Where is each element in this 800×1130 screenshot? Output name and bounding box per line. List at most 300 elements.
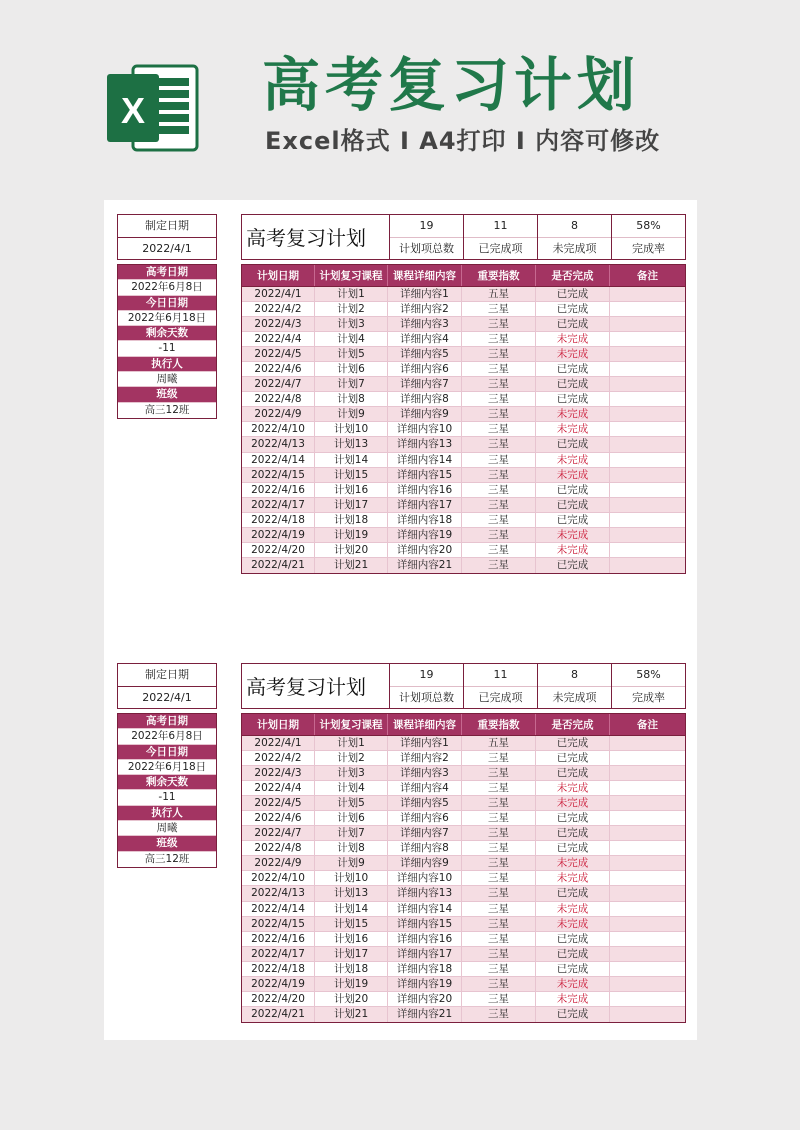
table-cell[interactable]: 已完成 — [536, 1007, 610, 1022]
table-cell[interactable]: 2022/4/5 — [242, 796, 315, 810]
table-cell[interactable]: 三星 — [462, 453, 536, 467]
table-cell[interactable]: 未完成 — [536, 977, 610, 991]
table-cell[interactable]: 详细内容15 — [388, 468, 462, 482]
table-cell[interactable] — [610, 513, 685, 527]
table-cell[interactable]: 未完成 — [536, 917, 610, 931]
table-cell[interactable]: 三星 — [462, 377, 536, 391]
table-cell[interactable]: 三星 — [462, 796, 536, 810]
table-cell[interactable]: 计划6 — [315, 811, 388, 825]
table-cell[interactable]: 2022/4/16 — [242, 483, 315, 497]
table-row — [242, 751, 685, 766]
table-cell[interactable]: 详细内容6 — [388, 811, 462, 825]
table-cell[interactable]: 2022/4/9 — [242, 407, 315, 421]
table-cell[interactable]: 详细内容19 — [388, 977, 462, 991]
table-cell[interactable]: 详细内容9 — [388, 856, 462, 870]
table-cell[interactable] — [610, 962, 685, 976]
table-cell[interactable]: 2022/4/17 — [242, 947, 315, 961]
table-cell[interactable]: 2022/4/10 — [242, 871, 315, 885]
table-cell[interactable] — [610, 422, 685, 436]
table-cell[interactable]: 2022/4/4 — [242, 332, 315, 346]
table-cell[interactable]: 计划5 — [315, 347, 388, 361]
table-cell[interactable]: 计划3 — [315, 317, 388, 331]
table-cell[interactable]: 计划1 — [315, 287, 388, 301]
table-cell[interactable]: 三星 — [462, 407, 536, 421]
table-cell[interactable]: 详细内容20 — [388, 992, 462, 1006]
table-cell[interactable]: 详细内容19 — [388, 528, 462, 542]
table-cell[interactable]: 2022/4/8 — [242, 841, 315, 855]
table-row — [242, 377, 685, 392]
table-cell[interactable]: 详细内容8 — [388, 392, 462, 406]
table-cell[interactable]: 已完成 — [536, 498, 610, 512]
table-cell[interactable]: 2022/4/20 — [242, 543, 315, 557]
table-cell[interactable]: 未完成 — [536, 453, 610, 467]
table-cell[interactable]: 三星 — [462, 483, 536, 497]
column-header[interactable]: 备注 — [637, 270, 658, 282]
table-cell[interactable] — [610, 347, 685, 361]
info-panel — [117, 264, 217, 419]
table-cell[interactable]: 三星 — [462, 856, 536, 870]
table-cell[interactable] — [610, 736, 685, 750]
table-cell[interactable]: 详细内容18 — [388, 513, 462, 527]
table-cell[interactable]: 2022/4/3 — [242, 766, 315, 780]
table-cell[interactable]: 计划2 — [315, 751, 388, 765]
table-cell[interactable]: 计划18 — [315, 962, 388, 976]
table-cell[interactable]: 计划6 — [315, 362, 388, 376]
table-cell[interactable]: 五星 — [462, 287, 536, 301]
table-row — [242, 766, 685, 781]
column-header[interactable]: 计划日期 — [242, 714, 315, 735]
table-cell[interactable]: 详细内容10 — [388, 422, 462, 436]
made-date-box — [117, 214, 217, 260]
table-cell[interactable]: 三星 — [462, 871, 536, 885]
info-value[interactable]: 2022年6月8日 — [118, 729, 216, 744]
column-header[interactable]: 备注 — [637, 719, 658, 731]
table-row — [242, 543, 685, 558]
column-header[interactable]: 课程详细内容 — [388, 714, 462, 735]
table-cell[interactable]: 计划4 — [315, 332, 388, 346]
table-cell[interactable] — [610, 856, 685, 870]
table-cell[interactable] — [610, 751, 685, 765]
table-cell[interactable]: 详细内容20 — [388, 543, 462, 557]
table-cell[interactable]: 已完成 — [536, 766, 610, 780]
table-row — [242, 1007, 685, 1022]
table-cell[interactable]: 未完成 — [536, 992, 610, 1006]
table-cell[interactable] — [610, 362, 685, 376]
table-cell[interactable]: 计划20 — [315, 543, 388, 557]
table-cell[interactable] — [610, 1007, 685, 1022]
table-cell[interactable]: 详细内容9 — [388, 407, 462, 421]
table-cell[interactable]: 已完成 — [536, 886, 610, 900]
column-header[interactable]: 计划复习课程 — [315, 714, 388, 735]
table-cell[interactable]: 三星 — [462, 811, 536, 825]
info-value[interactable]: 2022年6月8日 — [118, 280, 216, 295]
column-header[interactable]: 课程详细内容 — [388, 265, 462, 286]
table-cell[interactable]: 三星 — [462, 437, 536, 451]
table-cell[interactable]: 2022/4/18 — [242, 962, 315, 976]
table-cell[interactable]: 三星 — [462, 826, 536, 840]
table-cell[interactable]: 三星 — [462, 543, 536, 557]
table-cell[interactable]: 三星 — [462, 302, 536, 316]
info-label: 今日日期 — [118, 296, 216, 311]
table-cell[interactable] — [610, 992, 685, 1006]
table-cell[interactable]: 三星 — [462, 392, 536, 406]
table-cell[interactable]: 计划1 — [315, 736, 388, 750]
table-cell[interactable]: 详细内容3 — [388, 766, 462, 780]
table-cell[interactable]: 计划7 — [315, 826, 388, 840]
table-row — [242, 962, 685, 977]
table-cell[interactable] — [610, 543, 685, 557]
table-cell[interactable]: 五星 — [462, 736, 536, 750]
table-cell[interactable] — [610, 468, 685, 482]
table-cell[interactable]: 已完成 — [536, 513, 610, 527]
table-row — [242, 422, 685, 437]
table-cell[interactable]: 三星 — [462, 347, 536, 361]
summary-stat — [612, 215, 685, 259]
table-cell[interactable]: 计划17 — [315, 498, 388, 512]
table-cell[interactable]: 详细内容10 — [388, 871, 462, 885]
table-row — [242, 917, 685, 932]
table-cell[interactable]: 详细内容21 — [388, 558, 462, 573]
stat-value: 19 — [390, 215, 463, 238]
table-cell[interactable]: 三星 — [462, 528, 536, 542]
table-cell[interactable]: 三星 — [462, 751, 536, 765]
stat-label: 已完成项 — [478, 242, 523, 255]
column-header[interactable]: 计划日期 — [242, 265, 315, 286]
summary-title: 高考复习计划 — [242, 215, 390, 259]
table-cell[interactable] — [610, 886, 685, 900]
table-cell[interactable]: 2022/4/2 — [242, 751, 315, 765]
table-cell[interactable]: 2022/4/21 — [242, 1007, 315, 1022]
column-header[interactable]: 是否完成 — [536, 265, 610, 286]
table-cell[interactable] — [610, 977, 685, 991]
table-cell[interactable]: 已完成 — [536, 437, 610, 451]
table-cell[interactable]: 未完成 — [536, 856, 610, 870]
table-cell[interactable] — [610, 392, 685, 406]
table-cell[interactable]: 2022/4/7 — [242, 377, 315, 391]
table-cell[interactable]: 2022/4/17 — [242, 498, 315, 512]
info-value[interactable]: -11 — [118, 341, 216, 356]
table-row — [242, 392, 685, 407]
table-cell[interactable]: 计划13 — [315, 886, 388, 900]
table-cell[interactable]: 2022/4/4 — [242, 781, 315, 795]
table-cell[interactable]: 详细内容6 — [388, 362, 462, 376]
table-cell[interactable]: 未完成 — [536, 407, 610, 421]
table-cell[interactable]: 计划14 — [315, 902, 388, 916]
table-cell[interactable] — [610, 841, 685, 855]
table-row — [242, 362, 685, 377]
table-cell[interactable]: 2022/4/10 — [242, 422, 315, 436]
table-cell[interactable]: 详细内容14 — [388, 902, 462, 916]
table-cell[interactable]: 2022/4/6 — [242, 362, 315, 376]
info-value[interactable]: 2022年6月18日 — [118, 760, 216, 775]
table-cell[interactable]: 详细内容18 — [388, 962, 462, 976]
table-cell[interactable]: 已完成 — [536, 362, 610, 376]
column-header[interactable]: 重要指数 — [462, 265, 536, 286]
table-cell[interactable]: 计划18 — [315, 513, 388, 527]
table-cell[interactable]: 三星 — [462, 317, 536, 331]
table-cell[interactable]: 详细内容17 — [388, 498, 462, 512]
table-cell[interactable] — [610, 902, 685, 916]
table-cell[interactable]: 三星 — [462, 498, 536, 512]
table-cell[interactable]: 详细内容16 — [388, 483, 462, 497]
table-cell[interactable] — [610, 811, 685, 825]
table-cell[interactable]: 计划21 — [315, 1007, 388, 1022]
table-cell[interactable]: 三星 — [462, 962, 536, 976]
table-row — [242, 781, 685, 796]
table-cell[interactable]: 计划19 — [315, 528, 388, 542]
table-cell[interactable] — [610, 317, 685, 331]
table-row — [242, 498, 685, 513]
table-cell[interactable]: 计划13 — [315, 437, 388, 451]
table-cell[interactable] — [610, 796, 685, 810]
table-cell[interactable] — [610, 377, 685, 391]
table-cell[interactable]: 计划4 — [315, 781, 388, 795]
table-cell[interactable]: 三星 — [462, 917, 536, 931]
table-cell[interactable]: 三星 — [462, 1007, 536, 1022]
plan-block — [104, 649, 697, 1029]
table-cell[interactable]: 2022/4/2 — [242, 302, 315, 316]
table-cell[interactable]: 三星 — [462, 841, 536, 855]
table-cell[interactable] — [610, 917, 685, 931]
table-row — [242, 992, 685, 1007]
table-cell[interactable]: 详细内容5 — [388, 796, 462, 810]
table-cell[interactable]: 已完成 — [536, 483, 610, 497]
table-row — [242, 871, 685, 886]
table-cell[interactable]: 三星 — [462, 992, 536, 1006]
stat-value: 11 — [464, 664, 537, 687]
table-cell[interactable]: 已完成 — [536, 736, 610, 750]
table-cell[interactable]: 2022/4/15 — [242, 917, 315, 931]
table-cell[interactable]: 已完成 — [536, 287, 610, 301]
table-cell[interactable]: 2022/4/16 — [242, 932, 315, 946]
table-cell[interactable]: 已完成 — [536, 317, 610, 331]
table-cell[interactable]: 详细内容5 — [388, 347, 462, 361]
table-row — [242, 558, 685, 573]
table-cell[interactable]: 三星 — [462, 362, 536, 376]
table-cell[interactable]: 计划9 — [315, 407, 388, 421]
info-value[interactable]: 周曦 — [118, 372, 216, 387]
table-cell[interactable]: 2022/4/9 — [242, 856, 315, 870]
table-cell[interactable]: 计划3 — [315, 766, 388, 780]
table-cell[interactable]: 未完成 — [536, 796, 610, 810]
table-row — [242, 932, 685, 947]
table-cell[interactable]: 已完成 — [536, 947, 610, 961]
plan-table — [241, 264, 686, 574]
table-cell[interactable]: 详细内容2 — [388, 302, 462, 316]
table-cell[interactable]: 三星 — [462, 781, 536, 795]
column-header[interactable]: 是否完成 — [536, 714, 610, 735]
info-value[interactable]: -11 — [118, 790, 216, 805]
summary-stat — [390, 215, 464, 259]
stat-value: 11 — [464, 215, 537, 238]
table-cell[interactable]: 三星 — [462, 468, 536, 482]
table-cell[interactable]: 未完成 — [536, 468, 610, 482]
table-row — [242, 841, 685, 856]
info-value[interactable]: 2022年6月18日 — [118, 311, 216, 326]
table-cell[interactable]: 详细内容1 — [388, 736, 462, 750]
summary-title: 高考复习计划 — [242, 664, 390, 708]
table-row — [242, 302, 685, 317]
column-header[interactable]: 计划复习课程 — [315, 265, 388, 286]
table-cell[interactable]: 已完成 — [536, 962, 610, 976]
table-cell[interactable] — [610, 528, 685, 542]
table-cell[interactable]: 计划15 — [315, 917, 388, 931]
table-cell[interactable] — [610, 483, 685, 497]
table-cell[interactable]: 2022/4/13 — [242, 886, 315, 900]
info-value[interactable]: 高三12班 — [118, 403, 216, 418]
table-cell[interactable]: 计划16 — [315, 932, 388, 946]
table-cell[interactable]: 计划5 — [315, 796, 388, 810]
table-cell[interactable]: 2022/4/6 — [242, 811, 315, 825]
table-cell[interactable] — [610, 287, 685, 301]
table-cell[interactable] — [610, 407, 685, 421]
table-cell[interactable]: 已完成 — [536, 811, 610, 825]
table-cell[interactable]: 详细内容21 — [388, 1007, 462, 1022]
table-cell[interactable] — [610, 302, 685, 316]
table-cell[interactable] — [610, 947, 685, 961]
table-cell[interactable] — [610, 498, 685, 512]
table-cell[interactable] — [610, 826, 685, 840]
table-cell[interactable]: 计划17 — [315, 947, 388, 961]
stat-label: 计划项总数 — [399, 691, 454, 704]
table-cell[interactable]: 已完成 — [536, 302, 610, 316]
table-cell[interactable]: 2022/4/21 — [242, 558, 315, 573]
excel-logo-icon — [103, 62, 201, 154]
table-cell[interactable] — [610, 453, 685, 467]
table-cell[interactable]: 详细内容15 — [388, 917, 462, 931]
table-cell[interactable]: 2022/4/15 — [242, 468, 315, 482]
table-cell[interactable]: 未完成 — [536, 332, 610, 346]
table-cell[interactable]: 2022/4/13 — [242, 437, 315, 451]
table-cell[interactable] — [610, 558, 685, 573]
table-cell[interactable] — [610, 332, 685, 346]
logo-letter: X — [120, 90, 146, 131]
table-cell[interactable]: 计划16 — [315, 483, 388, 497]
table-cell[interactable]: 三星 — [462, 947, 536, 961]
table-cell[interactable]: 未完成 — [536, 347, 610, 361]
table-cell[interactable]: 详细内容13 — [388, 437, 462, 451]
table-cell[interactable]: 三星 — [462, 558, 536, 573]
table-cell[interactable]: 2022/4/20 — [242, 992, 315, 1006]
table-cell[interactable]: 计划10 — [315, 422, 388, 436]
table-row — [242, 826, 685, 841]
table-cell[interactable]: 未完成 — [536, 781, 610, 795]
page-title: 高考复习计划 — [262, 51, 641, 119]
info-value[interactable]: 周曦 — [118, 821, 216, 836]
table-cell[interactable]: 详细内容17 — [388, 947, 462, 961]
table-cell[interactable]: 未完成 — [536, 902, 610, 916]
plan-table — [241, 713, 686, 1023]
table-cell[interactable]: 计划7 — [315, 377, 388, 391]
table-cell[interactable]: 三星 — [462, 932, 536, 946]
table-cell[interactable]: 已完成 — [536, 841, 610, 855]
table-cell[interactable] — [610, 437, 685, 451]
table-row — [242, 483, 685, 498]
table-cell[interactable]: 三星 — [462, 902, 536, 916]
table-cell[interactable]: 计划21 — [315, 558, 388, 573]
stat-value: 8 — [538, 664, 611, 687]
table-cell[interactable] — [610, 932, 685, 946]
table-cell[interactable]: 未完成 — [536, 422, 610, 436]
table-cell[interactable]: 已完成 — [536, 826, 610, 840]
table-cell[interactable]: 三星 — [462, 332, 536, 346]
table-cell[interactable]: 已完成 — [536, 558, 610, 573]
info-label: 高考日期 — [118, 265, 216, 280]
table-cell[interactable]: 三星 — [462, 977, 536, 991]
table-row — [242, 736, 685, 751]
table-cell[interactable]: 详细内容7 — [388, 826, 462, 840]
table-cell[interactable]: 详细内容1 — [388, 287, 462, 301]
table-row — [242, 453, 685, 468]
info-value[interactable]: 高三12班 — [118, 852, 216, 867]
table-cell[interactable]: 计划19 — [315, 977, 388, 991]
table-cell[interactable]: 详细内容4 — [388, 332, 462, 346]
table-cell[interactable]: 已完成 — [536, 751, 610, 765]
table-cell[interactable]: 详细内容3 — [388, 317, 462, 331]
table-cell[interactable]: 计划2 — [315, 302, 388, 316]
table-cell[interactable]: 三星 — [462, 766, 536, 780]
page-subtitle: Excel格式 I A4打印 I 内容可修改 — [265, 127, 661, 155]
table-cell[interactable] — [610, 781, 685, 795]
table-cell[interactable]: 2022/4/19 — [242, 528, 315, 542]
table-cell[interactable] — [610, 766, 685, 780]
table-cell[interactable]: 2022/4/7 — [242, 826, 315, 840]
table-cell[interactable]: 三星 — [462, 422, 536, 436]
table-cell[interactable]: 2022/4/14 — [242, 902, 315, 916]
table-cell[interactable]: 2022/4/19 — [242, 977, 315, 991]
table-cell[interactable]: 未完成 — [536, 871, 610, 885]
table-cell[interactable]: 未完成 — [536, 543, 610, 557]
table-cell[interactable]: 详细内容2 — [388, 751, 462, 765]
table-cell[interactable]: 三星 — [462, 513, 536, 527]
table-cell[interactable]: 2022/4/5 — [242, 347, 315, 361]
column-header[interactable]: 重要指数 — [462, 714, 536, 735]
table-cell[interactable]: 详细内容7 — [388, 377, 462, 391]
table-cell[interactable]: 详细内容4 — [388, 781, 462, 795]
table-cell[interactable]: 计划10 — [315, 871, 388, 885]
table-cell[interactable]: 详细内容14 — [388, 453, 462, 467]
table-cell[interactable]: 详细内容13 — [388, 886, 462, 900]
stat-label: 完成率 — [632, 691, 665, 704]
table-cell[interactable]: 计划9 — [315, 856, 388, 870]
table-cell[interactable]: 已完成 — [536, 377, 610, 391]
table-cell[interactable]: 计划20 — [315, 992, 388, 1006]
table-cell[interactable]: 2022/4/14 — [242, 453, 315, 467]
made-date-value[interactable]: 2022/4/1 — [142, 242, 192, 255]
table-cell[interactable]: 2022/4/1 — [242, 736, 315, 750]
table-cell[interactable]: 计划14 — [315, 453, 388, 467]
summary-stat — [464, 664, 538, 708]
table-cell[interactable]: 三星 — [462, 886, 536, 900]
table-cell[interactable]: 未完成 — [536, 528, 610, 542]
table-cell[interactable]: 详细内容8 — [388, 841, 462, 855]
table-cell[interactable]: 计划8 — [315, 841, 388, 855]
table-cell[interactable]: 2022/4/18 — [242, 513, 315, 527]
header — [0, 0, 800, 200]
table-cell[interactable]: 已完成 — [536, 392, 610, 406]
table-row — [242, 528, 685, 543]
table-cell[interactable] — [610, 871, 685, 885]
made-date-label: 制定日期 — [118, 664, 216, 687]
made-date-value[interactable]: 2022/4/1 — [142, 691, 192, 704]
table-cell[interactable]: 2022/4/8 — [242, 392, 315, 406]
table-cell[interactable]: 计划8 — [315, 392, 388, 406]
table-cell[interactable]: 详细内容16 — [388, 932, 462, 946]
table-cell[interactable]: 2022/4/1 — [242, 287, 315, 301]
table-cell[interactable]: 2022/4/3 — [242, 317, 315, 331]
table-cell[interactable]: 已完成 — [536, 932, 610, 946]
table-cell[interactable]: 计划15 — [315, 468, 388, 482]
